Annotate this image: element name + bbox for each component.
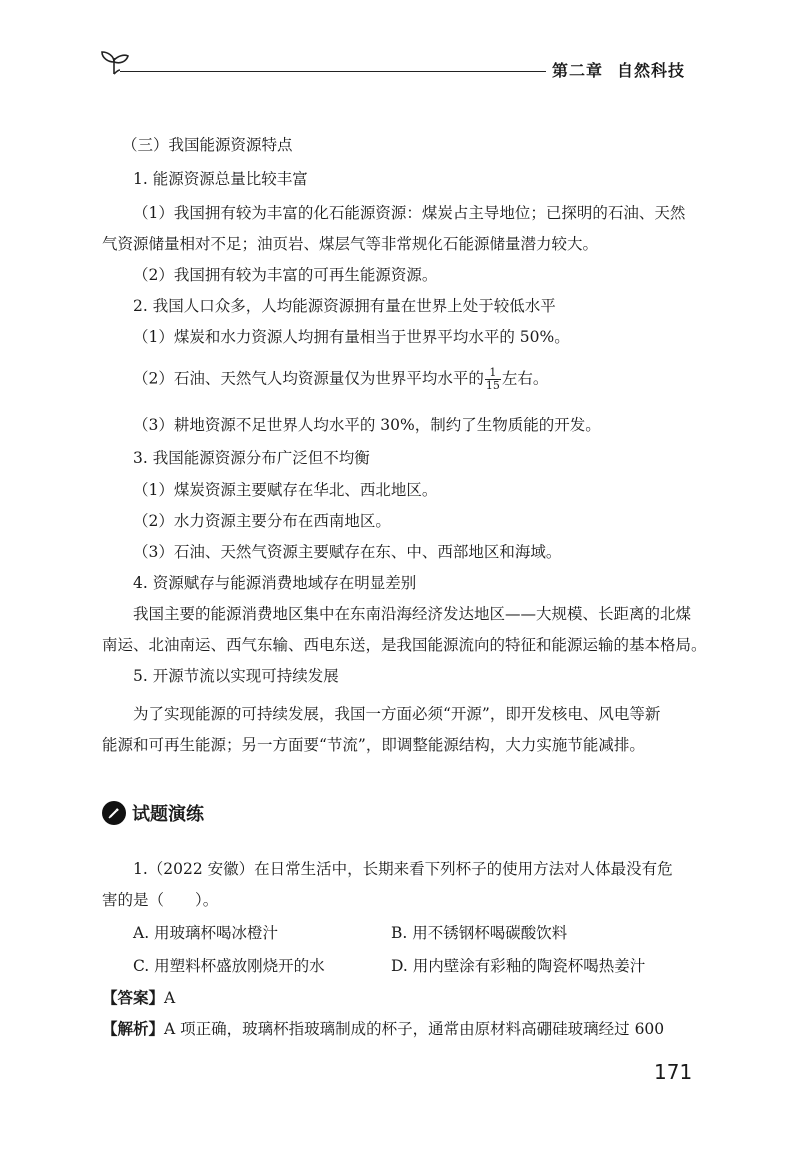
paragraph-4: [133, 367, 548, 392]
paragraph-2: （2）我国拥有较为丰富的可再生能源资源。: [133, 266, 438, 284]
paragraph-5: （3）耕地资源不足世界人均水平的 30%，制约了生物质能的开发。: [133, 416, 601, 434]
subheading-3: 3. 我国能源资源分布广泛但不均衡: [133, 449, 370, 467]
fraction-numerator: 1: [485, 367, 501, 380]
paragraph-7: （2）水力资源主要分布在西南地区。: [133, 512, 391, 530]
analysis-tag: 【解析】: [102, 1019, 165, 1038]
subheading-4: 4. 资源赋存与能源消费地域存在明显差别: [133, 574, 417, 592]
practice-heading-label: 试题演练: [132, 804, 204, 825]
paragraph-4-before: （2）石油、天然气人均资源量仅为世界平均水平的: [133, 369, 484, 388]
option-d: D. 用内壁涂有彩釉的陶瓷杯喝热姜汁: [391, 957, 646, 975]
option-c: C. 用塑料杯盛放刚烧开的水: [133, 957, 325, 975]
paragraph-10-line2: 能源和可再生能源；另一方面要“节流”，即调整能源结构，大力实施节能减排。: [102, 736, 645, 754]
section-heading: （三）我国能源资源特点: [122, 136, 293, 154]
subheading-2: 2. 我国人口众多，人均能源资源拥有量在世界上处于较低水平: [133, 297, 556, 315]
subheading-1: 1. 能源资源总量比较丰富: [133, 170, 308, 188]
chapter-label: 第二章: [552, 61, 604, 80]
header-chapter-title: [552, 58, 685, 81]
analysis-text: A 项正确，玻璃杯指玻璃制成的杯子，通常由原材料高硼硅玻璃经过 600: [164, 1020, 665, 1038]
paragraph-9-line2: 南运、北油南运、西气东输、西电东送，是我国能源流向的特征和能源运输的基本格局。: [102, 636, 707, 654]
option-a: A. 用玻璃杯喝冰橙汁: [133, 924, 279, 942]
paragraph-3: （1）煤炭和水力资源人均拥有量相当于世界平均水平的 50%。: [133, 328, 570, 346]
paragraph-10-line1: 为了实现能源的可持续发展，我国一方面必须“开源”，即开发核电、风电等新: [133, 705, 661, 723]
paragraph-4-after: 左右。: [501, 369, 549, 388]
paragraph-6: （1）煤炭资源主要赋存在华北、西北地区。: [133, 481, 438, 499]
header-rule: [120, 71, 546, 72]
paragraph-8: （3）石油、天然气资源主要赋存在东、中、西部地区和海域。: [133, 543, 562, 561]
subheading-5: 5. 开源节流以实现可持续发展: [133, 667, 339, 685]
paragraph-1-line2: 气资源储量相对不足；油页岩、煤层气等非常规化石能源储量潜力较大。: [102, 235, 599, 253]
page-number: 171: [654, 1060, 693, 1084]
fraction: [485, 367, 501, 392]
question-1-line1: 1.（2022 安徽）在日常生活中，长期来看下列杯子的使用方法对人体最没有危: [133, 860, 673, 878]
answer-line: [102, 990, 175, 1007]
analysis-line: [102, 1021, 664, 1038]
pencil-circle-icon: [102, 801, 126, 825]
practice-heading: [102, 800, 204, 826]
answer-value: A: [164, 989, 176, 1007]
paragraph-9-line1: 我国主要的能源消费地区集中在东南沿海经济发达地区——大规模、长距离的北煤: [133, 605, 692, 623]
fraction-denominator: 15: [485, 379, 500, 393]
paragraph-1-line1: （1）我国拥有较为丰富的化石能源资源：煤炭占主导地位；已探明的石油、天然: [133, 204, 686, 222]
option-b: B. 用不锈钢杯喝碳酸饮料: [391, 924, 568, 942]
question-1-line2: 害的是（ ）。: [102, 891, 219, 909]
chapter-subject: 自然科技: [617, 61, 686, 80]
answer-tag: 【答案】: [102, 988, 165, 1007]
